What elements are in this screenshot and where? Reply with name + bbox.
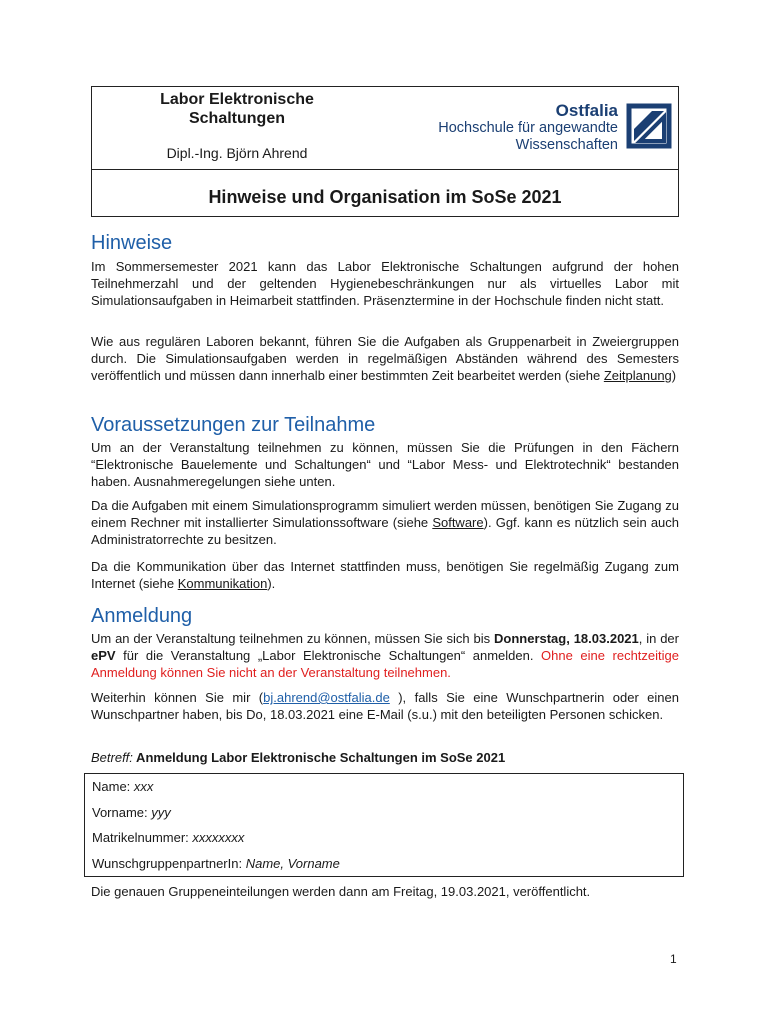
warning-text: Ohne eine rechtzeitige Anmeldung können Sie nicht an der Veranstaltung teilnehmen. [91, 648, 679, 680]
software-link[interactable]: Software [432, 515, 484, 530]
text: Da die Aufgaben mit einem Simulationsprogramm simuliert werden müssen, benötigen Sie Zugang zu einem Rechner mit installierter Simulationssoftware (siehe [91, 498, 679, 530]
anmeldung-paragraph-2 [91, 689, 679, 723]
header-top [92, 87, 678, 170]
betreff-value: Anmeldung Labor Elektronische Schaltungen im SoSe 2021 [132, 750, 506, 765]
email-template-box [84, 773, 684, 877]
heading-voraussetzungen: Voraussetzungen zur Teilnahme [91, 414, 376, 436]
lab-title-line1: Labor Elektronische [160, 91, 314, 108]
anmeldung-paragraph-3: Die genauen Gruppeneinteilungen werden dann am Freitag, 19.03.2021, veröffentlicht. [91, 884, 591, 899]
lab-title [92, 90, 382, 128]
lab-title-line2: Schaltungen [188, 110, 285, 127]
label: WunschgruppenpartnerIn: [92, 856, 246, 871]
betreff-label: Betreff: [91, 750, 133, 765]
form-row-partner [92, 856, 340, 871]
ostfalia-logo-text [404, 101, 618, 154]
form-row-matrikel [92, 830, 244, 845]
ostfalia-logo-icon [626, 103, 672, 149]
voraussetzungen-paragraph-1: Um an der Veranstaltung teilnehmen zu können, müssen Sie die Prüfungen in den Fächern “Elektronische Bauelemente und Schaltungen“ und “Labor Mess- und Elektrotechnik“ bestanden haben. Ausnahmeregelungen siehe unten. [91, 440, 679, 489]
text: Weiterhin können Sie mir ( [91, 690, 264, 705]
value: yyy [151, 805, 171, 820]
kommunikation-link[interactable]: Kommunikation [177, 576, 268, 591]
text: ). [267, 576, 276, 591]
zeitplanung-link[interactable]: Zeitplanung [603, 368, 672, 383]
header-box [91, 86, 679, 217]
text: Um an der Veranstaltung teilnehmen zu können, müssen Sie sich bis [91, 631, 494, 646]
heading-hinweise: Hinweise [91, 232, 173, 254]
label: Vorname: [92, 805, 152, 820]
value: Name, Vorname [245, 856, 340, 871]
heading-anmeldung: Anmeldung [91, 605, 193, 627]
logo-line1: Hochschule für angewandte [438, 120, 618, 136]
voraussetzungen-paragraph-2 [91, 497, 679, 548]
hinweise-paragraph-1: Im Sommersemester 2021 kann das Labor Elektronische Schaltungen aufgrund der hohen Teilnehmerzahl und der geltenden Hygienebeschränkungen nur als virtuelles Labor mit Simulationsaufgaben in Heimarbeit stattfinden. Präsenztermine in der Hochschule finden nicht statt. [91, 259, 679, 308]
epv-term: ePV [91, 648, 116, 663]
email-link[interactable]: bj.ahrend@ostfalia.de [263, 690, 390, 705]
value: xxx [133, 779, 154, 794]
document-title: Hinweise und Organisation im SoSe 2021 [208, 187, 562, 207]
text: ) [671, 368, 677, 383]
logo-line2: Wissenschaften [515, 137, 618, 153]
form-row-vorname [92, 805, 171, 820]
text: für die Veranstaltung „Labor Elektronische Schaltungen“ anmelden. [115, 648, 542, 663]
logo-name: Ostfalia [555, 101, 618, 120]
value: xxxxxxxx [192, 830, 245, 845]
anmeldung-paragraph-1 [91, 630, 679, 681]
instructor-name: Dipl.-Ing. Björn Ahrend [166, 145, 308, 161]
label: Matrikelnummer: [92, 830, 193, 845]
page-number: 1 [670, 952, 677, 966]
voraussetzungen-paragraph-3 [91, 558, 679, 592]
text: ), falls Sie eine Wunschpartnerin oder einen Wunschpartner haben, bis Do, 18.03.2021 eine E-Mail (s.u.) mit den beteiligten Personen schicken. [91, 690, 679, 722]
betreff-line [91, 749, 679, 766]
text: Da die Kommunikation über das Internet stattfinden muss, benötigen Sie regelmäßig Zugang zum Internet (siehe [91, 559, 679, 591]
text: ). Ggf. kann es nützlich sein auch Administratorrechte zu besitzen. [91, 515, 680, 547]
label: Name: [92, 779, 134, 794]
text: Wie aus regulären Laboren bekannt, führen Sie die Aufgaben als Gruppenarbeit in Zweiergruppen durch. Die Simulationsaufgaben werden in regelmäßigen Abständen während des Semesters veröffentlich und müssen dann innerhalb einer bestimmten Zeit bearbeitet werden (siehe [91, 334, 679, 383]
deadline-date: Donnerstag, 18.03.2021 [494, 631, 639, 646]
hinweise-paragraph-2 [91, 333, 679, 384]
form-row-name [92, 779, 153, 794]
text: , in der [638, 631, 679, 646]
